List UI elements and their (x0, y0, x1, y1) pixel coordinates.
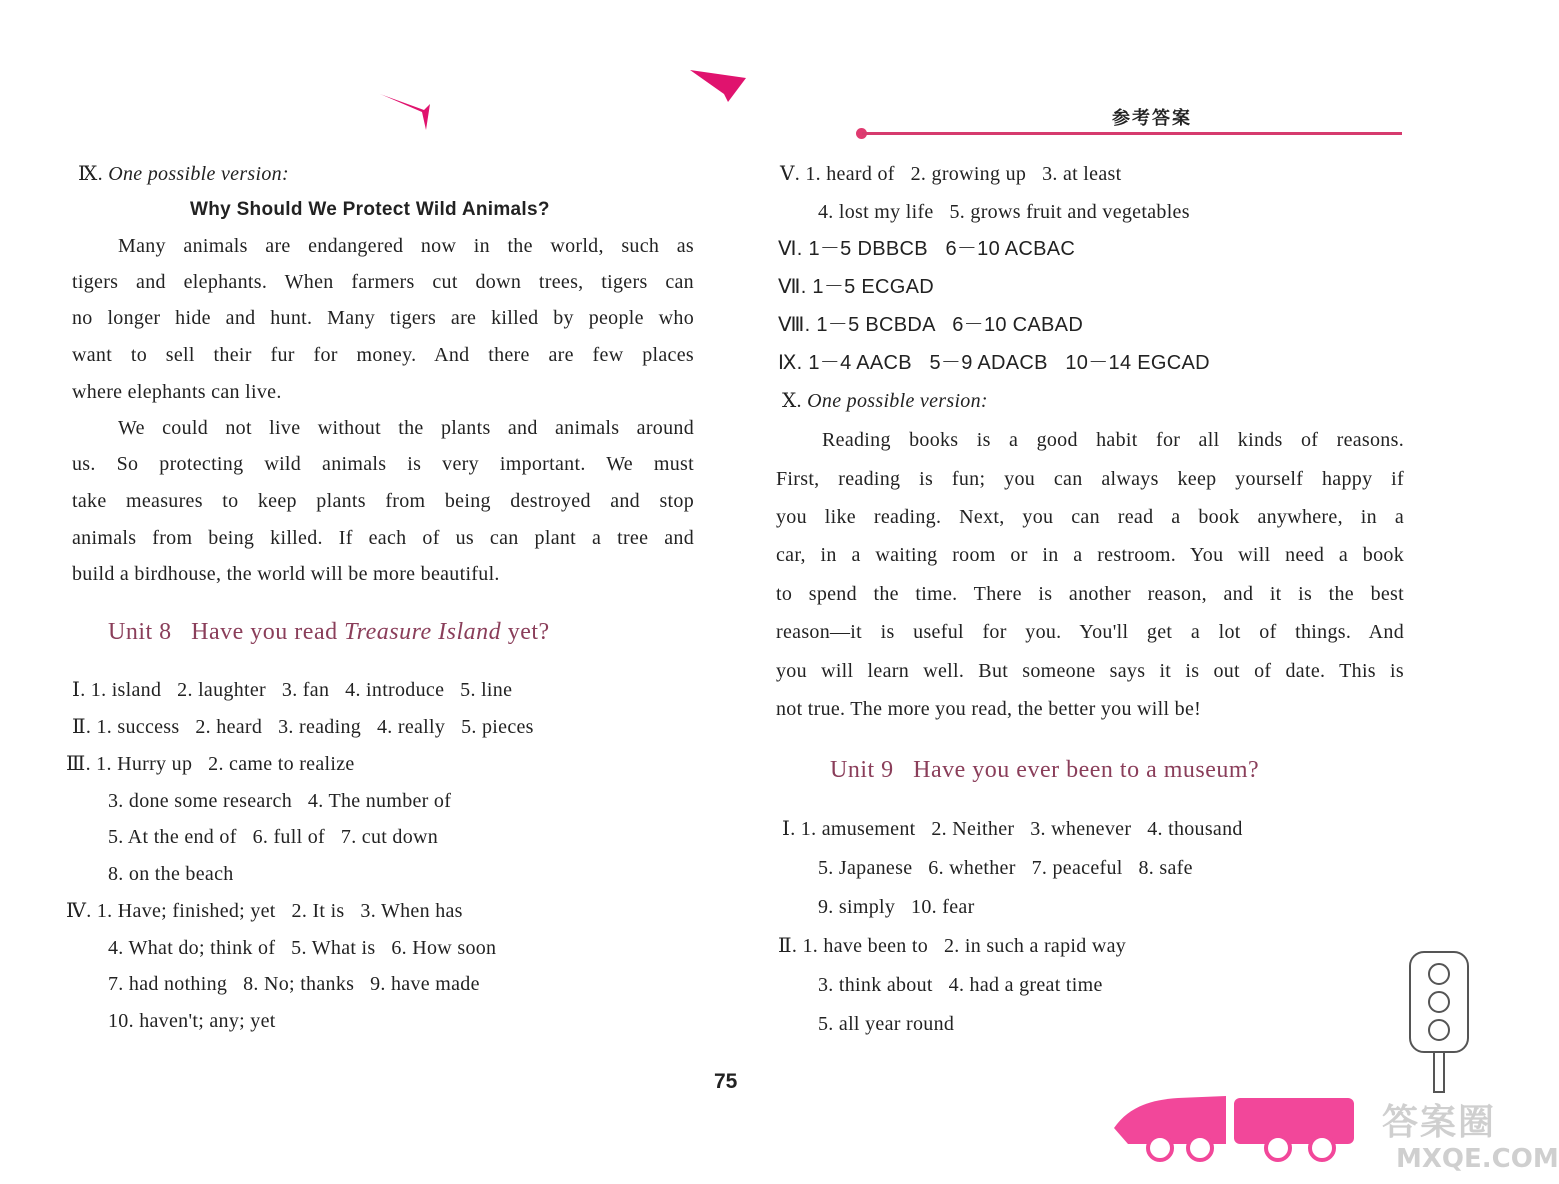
pink-arrow-decoration-right (688, 68, 750, 108)
essay-right-line: Reading books is a good habit for all kinds of reasons. (822, 429, 1404, 451)
answer-line: 5. Japanese 6. whether 7. peaceful 8. safe (818, 857, 1193, 879)
answer-line: Ⅰ. 1. amusement 2. Neither 3. whenever 4. thousand (782, 818, 1243, 840)
answer-line: 5. At the end of 6. full of 7. cut down (108, 826, 439, 848)
answer-line: 10. haven't; any; yet (108, 1010, 276, 1032)
answer-line: Ⅷ. 1－5 BCBDA 6－10 CABAD (778, 314, 1084, 336)
essay-left-line: Many animals are endangered now in the world, such as (118, 235, 694, 257)
essay-left-line: take measures to keep plants from being destroyed and stop (72, 490, 694, 512)
answer-line: 5. all year round (818, 1013, 955, 1035)
unit-8-book-title: Treasure Island (344, 619, 502, 645)
pink-train-decoration (1108, 1088, 1388, 1164)
essay-right-line: to spend the time. There is another reason, and it is the best (776, 583, 1404, 605)
answer-line: 3. think about 4. had a great time (818, 974, 1103, 996)
essay-left-line: build a birdhouse, the world will be more beautiful. (72, 563, 500, 585)
answer-line: Ⅳ. 1. Have; finished; yet 2. It is 3. When has (66, 900, 463, 922)
essay-left-line: us. So protecting wild animals is very important. We must (72, 453, 694, 475)
answer-line: 4. lost my life 5. grows fruit and vegetables (818, 201, 1190, 223)
answer-line: Ⅵ. 1－5 DBBCB 6－10 ACBAC (778, 238, 1076, 260)
section-x-heading (782, 389, 988, 413)
answer-line: Ⅰ. 1. island 2. laughter 3. fan 4. introduce 5. line (72, 679, 513, 701)
essay-left-line: want to sell their fur for money. And there are few places (72, 344, 694, 366)
unit-8-title-prefix: Unit 8 Have you read (108, 619, 345, 645)
essay-left-line: no longer hide and hunt. Many tigers are killed by people who (72, 307, 694, 329)
answer-line: Ⅶ. 1－5 ECGAD (778, 276, 935, 298)
essay-left-line: tigers and elephants. When farmers cut down trees, tigers can (72, 271, 694, 293)
essay-right-line: car, in a waiting room or in a restroom. You will need a book (776, 544, 1404, 566)
essay-right-line: not true. The more you read, the better you will be! (776, 698, 1202, 720)
essay-left-line: animals from being killed. If each of us can plant a tree and (72, 527, 694, 549)
pink-arrow-decoration-left (378, 90, 438, 134)
answer-line: Ⅴ. 1. heard of 2. growing up 3. at least (780, 163, 1122, 185)
section-x-lead: One possible version: (807, 390, 988, 412)
section-ix-label: Ⅸ. (78, 163, 103, 185)
unit-9-title: Unit 9 Have you ever been to a museum? (830, 757, 1260, 783)
watermark-logo: 答案圈 (1382, 1102, 1497, 1143)
answer-line: 7. had nothing 8. No; thanks 9. have made (108, 973, 480, 995)
unit-8-title-suffix: yet? (501, 619, 550, 645)
essay-right-line: reason—it is useful for you. You'll get a lot of things. And (776, 621, 1404, 643)
essay-right-line: First, reading is fun; you can always keep yourself happy if (776, 468, 1404, 490)
answer-line: Ⅲ. 1. Hurry up 2. came to realize (66, 753, 355, 775)
page-number: 75 (714, 1070, 738, 1093)
answer-line: 3. done some research 4. The number of (108, 790, 452, 812)
answer-line: 9. simply 10. fear (818, 896, 975, 918)
section-ix-heading (78, 162, 289, 186)
header-title: 参考答案 (1112, 108, 1192, 129)
essay-left-line: We could not live without the plants and animals around (118, 417, 694, 439)
essay-right-line: you like reading. Next, you can read a book anywhere, in a (776, 506, 1404, 528)
answer-line: 4. What do; think of 5. What is 6. How soon (108, 937, 497, 959)
section-ix-lead: One possible version: (108, 163, 289, 185)
traffic-light-icon (1404, 946, 1474, 1096)
header-rule (862, 132, 1402, 135)
watermark-url: MXQE.COM (1396, 1144, 1559, 1174)
essay-left-line: where elephants can live. (72, 381, 282, 403)
answer-line: Ⅱ. 1. have been to 2. in such a rapid way (778, 935, 1127, 957)
section-x-label: Ⅹ. (782, 390, 802, 412)
answer-line: 8. on the beach (108, 863, 234, 885)
unit-8-title (108, 618, 550, 646)
essay-title-wild-animals: Why Should We Protect Wild Animals? (190, 199, 550, 220)
answer-line: Ⅸ. 1－4 AACB 5－9 ADACB 10－14 EGCAD (778, 352, 1210, 374)
essay-right-line: you will learn well. But someone says it is out of date. This is (776, 660, 1404, 682)
answer-line: Ⅱ. 1. success 2. heard 3. reading 4. really 5. pieces (72, 716, 534, 738)
